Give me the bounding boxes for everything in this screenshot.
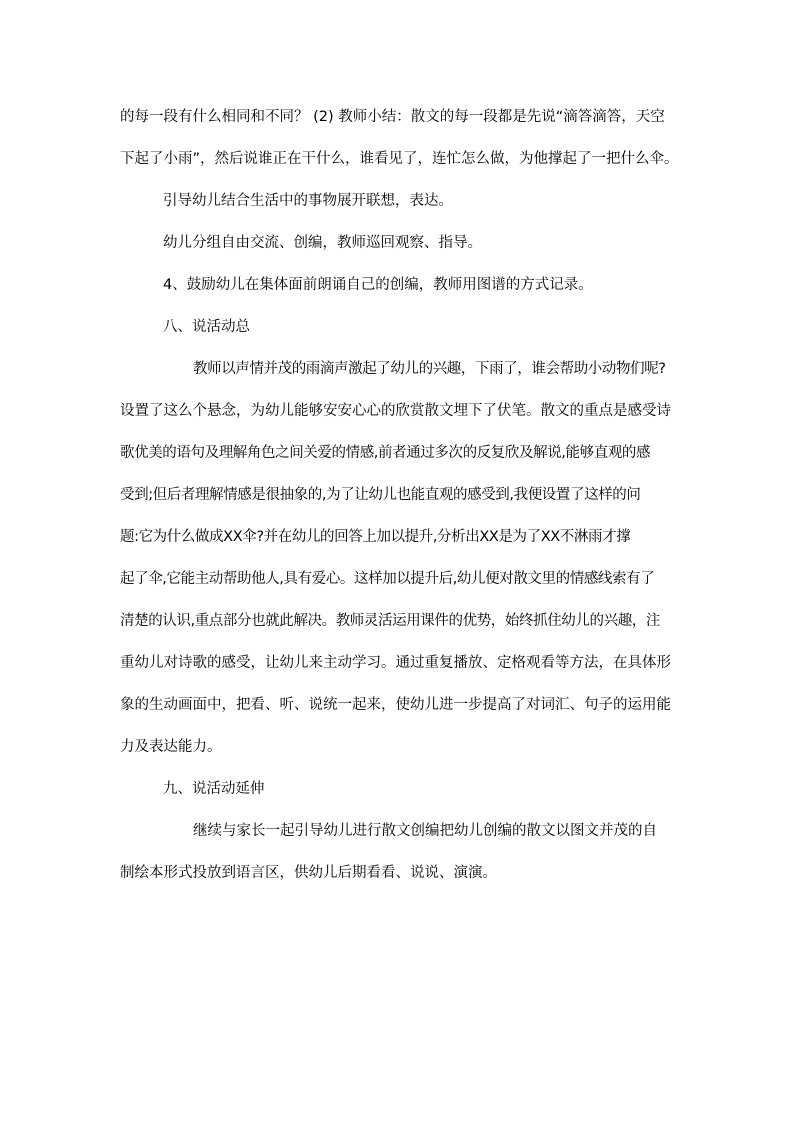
paragraph-line: 幼儿分组自由交流、创编，教师巡回观察、指导。 xyxy=(163,235,482,251)
paragraph-line: 下起了小雨”，然后说谁正在干什么，谁看见了，连忙怎么做，为他撑起了一把什么伞。 xyxy=(120,151,679,167)
paragraph-line: 4、鼓励幼儿在集体面前朗诵自己的创编，教师用图谱的方式记录。 xyxy=(163,277,593,293)
paragraph-line: 象的生动画面中，把看、听、说统一起来，使幼儿进一步提高了对词汇、句子的运用能 xyxy=(120,697,671,713)
paragraph-line: 教师以声情并茂的雨滴声激起了幼儿的兴趣，下雨了，谁会帮助小动物们呢? xyxy=(193,361,666,377)
paragraph-line: 力及表达能力。 xyxy=(120,739,222,755)
paragraph-line: 受到;但后者理解情感是很抽象的,为了让幼儿也能直观的感受到,我便设置了这样的问 xyxy=(120,487,641,503)
paragraph-line: 制绘本形式投放到语言区，供幼儿后期看看、说说、演演。 xyxy=(120,865,497,881)
section-heading: 八、说活动总 xyxy=(163,319,250,335)
paragraph-line: 歌优美的语句及理解角色之间关爱的情感,前者通过多次的反复欣及解说,能够直观的感 xyxy=(120,445,651,461)
paragraph-line: 题:它为什么做成XX伞?并在幼儿的回答上加以提升,分析出XX是为了XX不淋雨才撑 xyxy=(120,529,631,545)
paragraph-line: 继续与家长一起引导幼儿进行散文创编把幼儿创编的散文以图文并茂的自 xyxy=(193,823,657,839)
paragraph-line: 起了伞,它能主动帮助他人,具有爱心。这样加以提升后,幼儿便对散文里的情感线索有了 xyxy=(120,571,655,587)
paragraph-line: 引导幼儿结合生活中的事物展开联想，表达。 xyxy=(163,193,453,209)
paragraph-line: 设置了这么个悬念，为幼儿能够安安心心的欣赏散文埋下了伏笔。散文的重点是感受诗 xyxy=(120,403,671,419)
paragraph-line: 重幼儿对诗歌的感受，让幼儿来主动学习。通过重复播放、定格观看等方法，在具体形 xyxy=(120,655,671,671)
paragraph-line: 清楚的认识,重点部分也就此解决。教师灵活运用课件的优势，始终抓住幼儿的兴趣，注 xyxy=(120,613,661,629)
paragraph-line: 的每一段有什么相同和不同？ (2) 教师小结：散文的每一段都是先说“滴答滴答，天空 xyxy=(120,109,665,125)
section-heading: 九、说活动延伸 xyxy=(163,781,265,797)
